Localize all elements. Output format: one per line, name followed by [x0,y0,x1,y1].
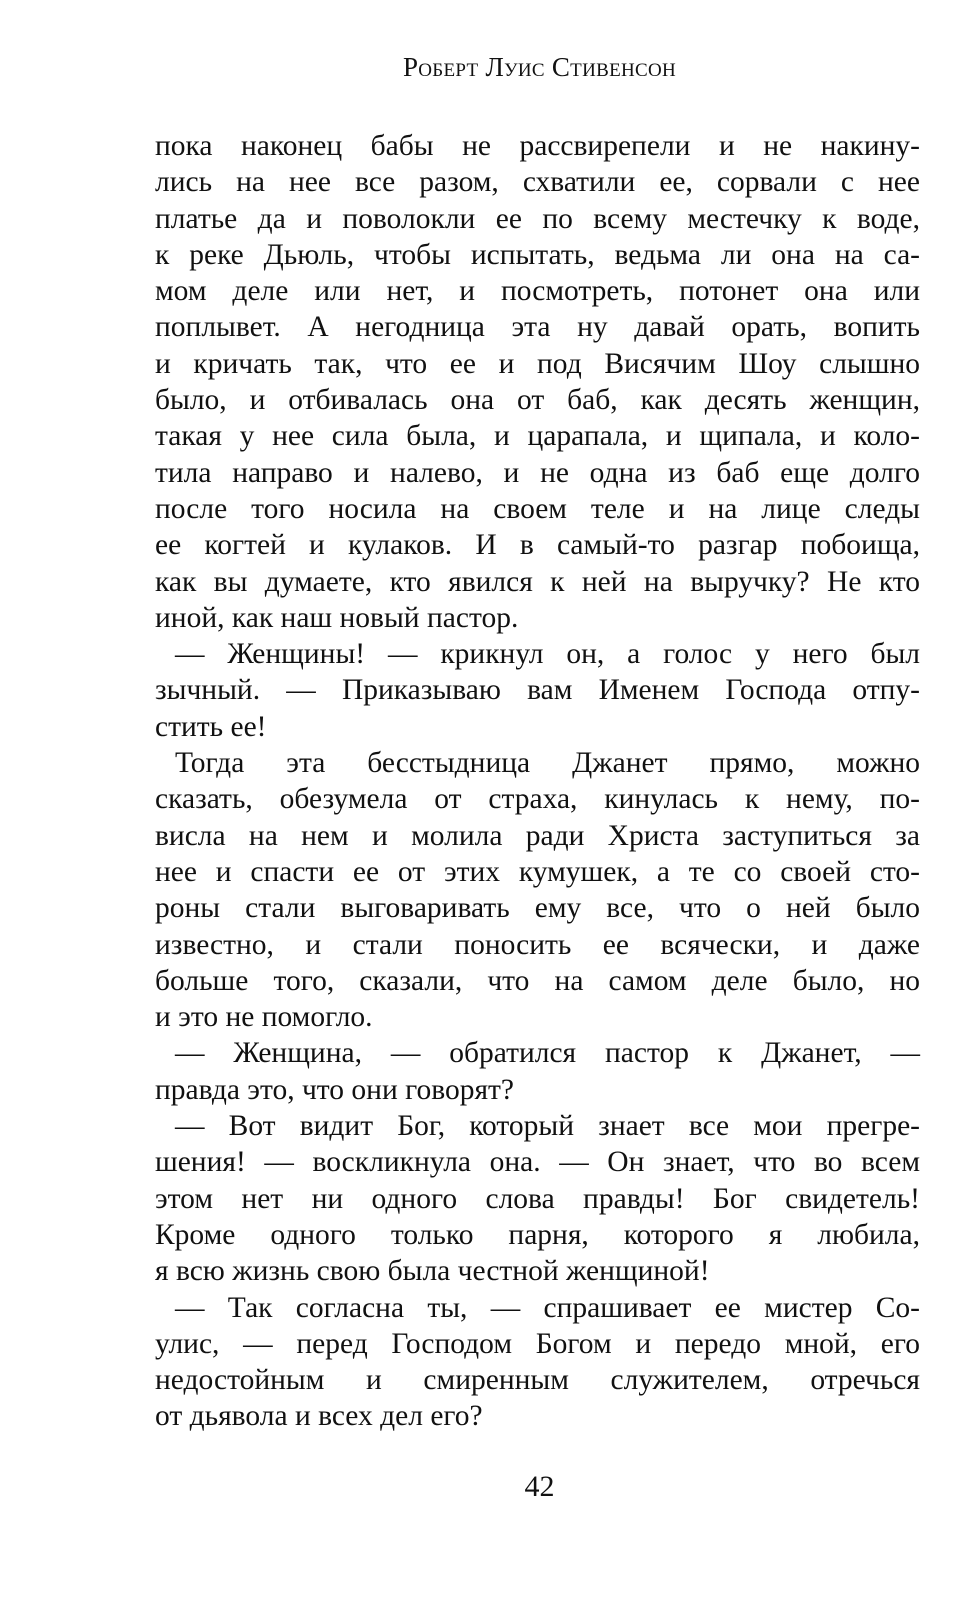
text-line: Тогда эта бесстыдница Джанет прямо, можно [175,747,920,780]
text-line: Кроме одного только парня, которого я любила, [155,1218,920,1251]
text-line: к реке Дьюль, чтобы испытать, ведьма ли она на са- [155,238,920,271]
text-line: было, и отбивалась она от баб, как десять женщин, [155,384,920,417]
text-line: — Так согласна ты, — спрашивает ее мистер Со- [175,1291,920,1324]
text-line: как вы думаете, кто явился к ней на выручку? Не кто [155,565,920,598]
text-line: правда это, что они говорят? [155,1073,515,1106]
text-line: я всю жизнь свою была честной женщиной! [155,1255,710,1288]
text-line: и кричать так, что ее и под Висячим Шоу слышно [155,347,920,380]
text-line: — Женщины! — крикнул он, а голос у него был [175,638,920,671]
text-line: висла на нем и молила ради Христа заступиться за [155,819,920,852]
text-line: такая у нее сила была, и царапала, и щипала, и коло- [155,420,920,453]
text-line: стить ее! [155,710,267,743]
text-line: недостойным и смиренным служителем, отречься [155,1364,920,1397]
text-line: известно, и стали поносить ее всячески, и даже [155,928,920,961]
text-line: шения! — воскликнула она. — Он знает, что во всем [155,1146,920,1179]
text-line: ее когтей и кулаков. И в самый-то разгар побоища, [155,529,920,562]
text-line: улис, — перед Господом Богом и передо мной, его [155,1327,920,1360]
text-line: зычный. — Приказываю вам Именем Господа отпу- [155,674,920,707]
text-line: от дьявола и всех дел его? [155,1400,483,1433]
text-line: — Женщина, — обратился пастор к Джанет, — [175,1037,920,1070]
text-line: лись на нее все разом, схватили ее, сорвали с нее [155,166,920,199]
text-line: поплывет. А негодница эта ну давай орать, вопить [155,311,920,344]
text-line: после того носила на своем теле и на лице следы [155,492,920,525]
running-header: Роберт Луис Стивенсон [402,52,677,82]
body-text [155,128,920,1435]
text-line: платье да и поволокли ее по всему местечку к воде, [155,202,920,235]
text-line: иной, как наш новый пастор. [155,601,519,634]
text-line: — Вот видит Бог, который знает все мои прегре- [175,1110,920,1143]
text-line: этом нет ни одного слова правды! Бог свидетель! [155,1182,920,1215]
page-number: 42 [524,1470,555,1503]
text-line: больше того, сказали, что на самом деле было, но [155,964,920,997]
text-line: тила направо и налево, и не одна из баб еще долго [155,456,920,489]
text-line: мом деле или нет, и посмотреть, потонет она или [155,275,920,308]
text-line: сказать, обезумела от страха, кинулась к нему, по- [155,783,920,816]
text-line: и это не помогло. [155,1001,373,1034]
text-line: нее и спасти ее от этих кумушек, а те со своей сто- [155,855,920,888]
text-line: пока наконец бабы не рассвирепели и не накину- [155,130,920,162]
text-line: роны стали выговаривать ему все, что о ней было [155,892,920,925]
